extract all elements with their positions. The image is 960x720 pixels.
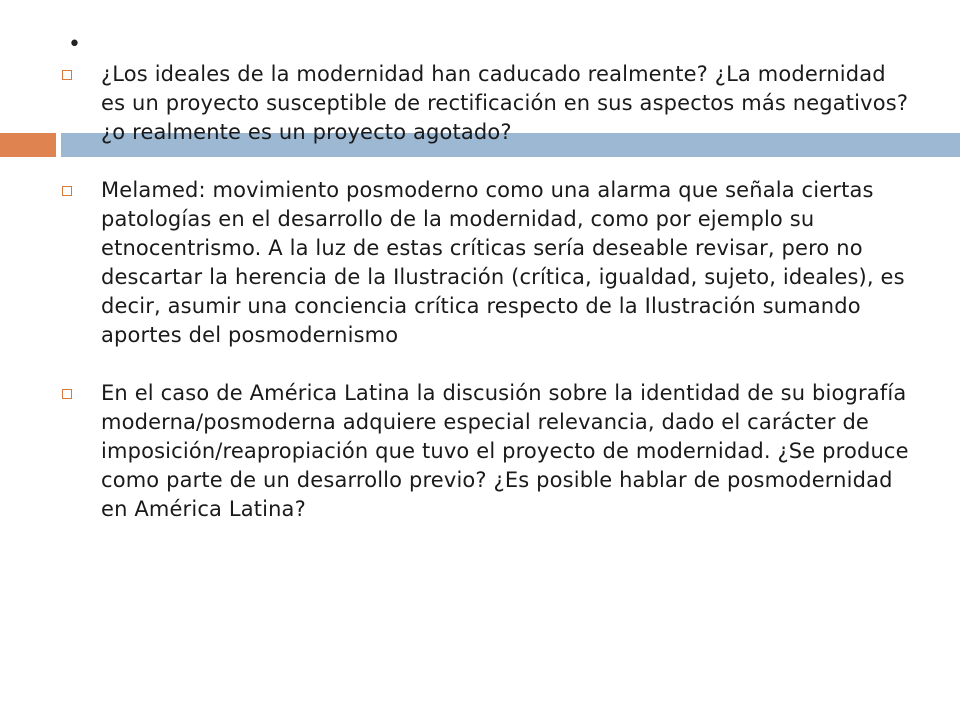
bullet-text: ¿Los ideales de la modernidad han caducado realmente? ¿La modernidad es un proyecto susceptible de rectificación en sus aspectos más negativos? ¿o realmente es un proyecto agotado? (101, 62, 909, 144)
bullet-item (62, 60, 912, 147)
hollow-square-icon (62, 70, 72, 80)
hollow-square-icon (62, 186, 72, 196)
bullet-item (62, 176, 912, 350)
bullet-text: En el caso de América Latina la discusión sobre la identidad de su biografía moderna/posmoderna adquiere especial relevancia, dado el carácter de imposición/reapropiación que tuvo el proyecto de modernidad. ¿Se produce como parte de un desarrollo previo? ¿Es posible hablar de posmodernidad en América Latina? (101, 381, 909, 521)
accent-bar-orange (0, 133, 56, 157)
bullet-text: Melamed: movimiento posmoderno como una alarma que señala ciertas patologías en el desarrollo de la modernidad, como por ejemplo su etnocentrismo. A la luz de estas críticas sería deseable revisar, pero no descartar la herencia de la Ilustración (crítica, igualdad, sujeto, ideales), es decir, asumir una conciencia crítica respecto de la Ilustración sumando aportes del posmodernismo (101, 178, 905, 347)
slide-body (62, 60, 912, 553)
bullet-item (62, 379, 912, 524)
top-bullet-dot: • (68, 32, 81, 57)
hollow-square-icon (62, 389, 72, 399)
